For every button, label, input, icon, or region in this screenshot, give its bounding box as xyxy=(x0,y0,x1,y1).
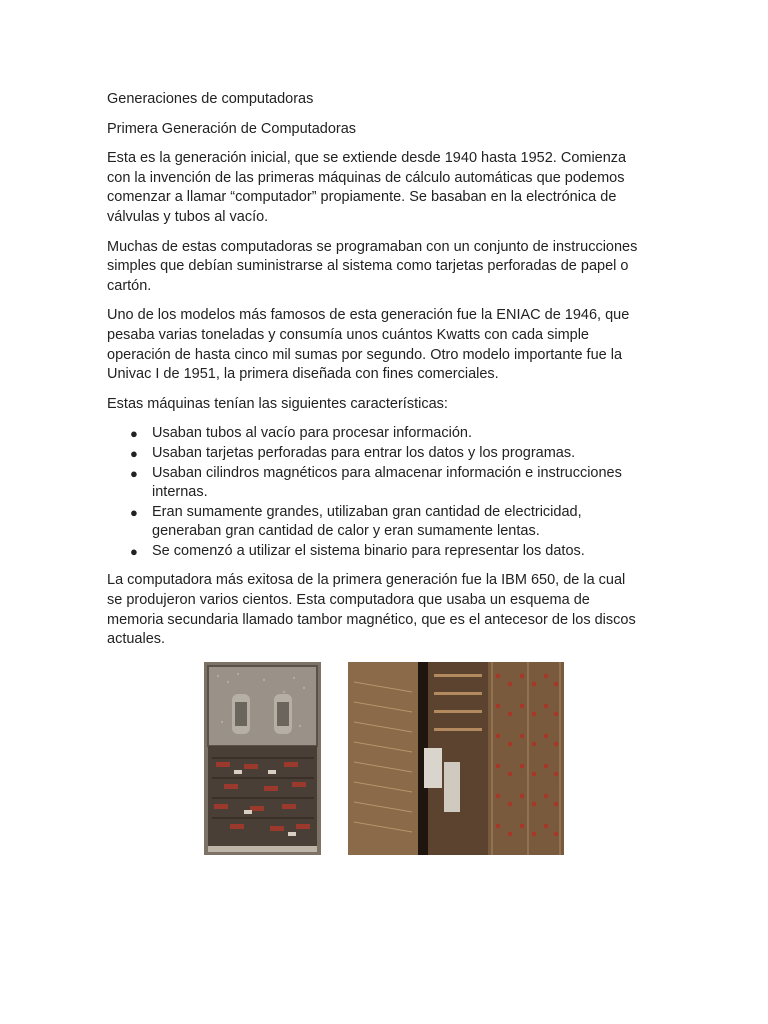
paragraph-line: válvulas y tubos al vacío. xyxy=(107,208,269,225)
paragraph-line: Uno de los modelos más famosos de esta generación fue la ENIAC de 1946, que xyxy=(107,307,630,324)
computer-wiring-racks-illustration xyxy=(348,662,564,855)
vacuum-tube-module-illustration xyxy=(204,662,321,855)
list-intro: Estas máquinas tenían las siguientes características: xyxy=(107,395,448,412)
paragraph-line: con la invención de las primeras máquinas de cálculo automáticas que podemos xyxy=(107,169,625,186)
list-item-text: Usaban tubos al vacío para procesar información. xyxy=(152,425,472,442)
paragraph-ibm650 xyxy=(107,571,667,649)
bullet-icon: ● xyxy=(130,504,138,520)
list-item-text: Eran sumamente grandes, utilizaban gran cantidad de electricidad, xyxy=(152,503,582,520)
paragraph-line: Muchas de estas computadoras se programaban con un conjunto de instrucciones xyxy=(107,238,638,255)
bullet-icon: ● xyxy=(130,465,138,481)
list-item-text: Se comenzó a utilizar el sistema binario para representar los datos. xyxy=(152,542,585,559)
bullet-icon: ● xyxy=(130,426,138,442)
list-item-text: Usaban tarjetas perforadas para entrar los datos y los programas. xyxy=(152,444,576,461)
list-item xyxy=(107,464,667,503)
characteristics-list xyxy=(107,424,667,561)
paragraph-line: actuales. xyxy=(107,631,166,648)
paragraph-line: simples que debían suministrarse al sistema como tarjetas perforadas de papel o xyxy=(107,258,629,275)
paragraph-line: Univac I de 1951, la primera diseñada con fines comerciales. xyxy=(107,366,499,383)
list-item xyxy=(107,444,667,464)
paragraph-line: Esta es la generación inicial, que se extiende desde 1940 hasta 1952. Comienza xyxy=(107,150,627,167)
paragraph-line: cartón. xyxy=(107,277,152,294)
paragraph-programming xyxy=(107,238,667,297)
paragraph-eniac xyxy=(107,306,667,384)
paragraph-line: memoria secundaria llamado tambor magnético, que es el antecesor de los discos xyxy=(107,611,636,628)
bullet-icon: ● xyxy=(130,543,138,559)
paragraph-line: La computadora más exitosa de la primera generación fue la IBM 650, de la cual xyxy=(107,572,626,589)
document-body xyxy=(107,90,667,660)
list-item-text: Usaban cilindros magnéticos para almacenar información e instrucciones xyxy=(152,464,622,481)
document-title: Generaciones de computadoras xyxy=(107,91,314,107)
paragraph-intro xyxy=(107,149,667,227)
list-item-text: internas. xyxy=(152,484,208,501)
bullet-icon: ● xyxy=(130,445,138,461)
computer-wiring-racks-photo xyxy=(348,662,564,855)
paragraph-line: se produjeron varios cientos. Esta computadora que usaba un esquema de xyxy=(107,592,590,609)
vacuum-tube-module-photo xyxy=(204,662,321,855)
list-item xyxy=(107,503,667,542)
list-item-text: generaban gran cantidad de calor y eran sumamente lentas. xyxy=(152,523,540,540)
section-heading: Primera Generación de Computadoras xyxy=(107,120,357,137)
paragraph-line: operación de hasta cinco mil sumas por segundo. Otro modelo importante fue la xyxy=(107,346,623,363)
paragraph-line: pesaba varias toneladas y consumía unos cuántos Kwatts con cada simple xyxy=(107,326,589,343)
list-item xyxy=(107,542,667,562)
paragraph-line: comenzar a llamar “computador” propiamente. Se basaban en la electrónica de xyxy=(107,189,617,206)
list-item xyxy=(107,424,667,444)
